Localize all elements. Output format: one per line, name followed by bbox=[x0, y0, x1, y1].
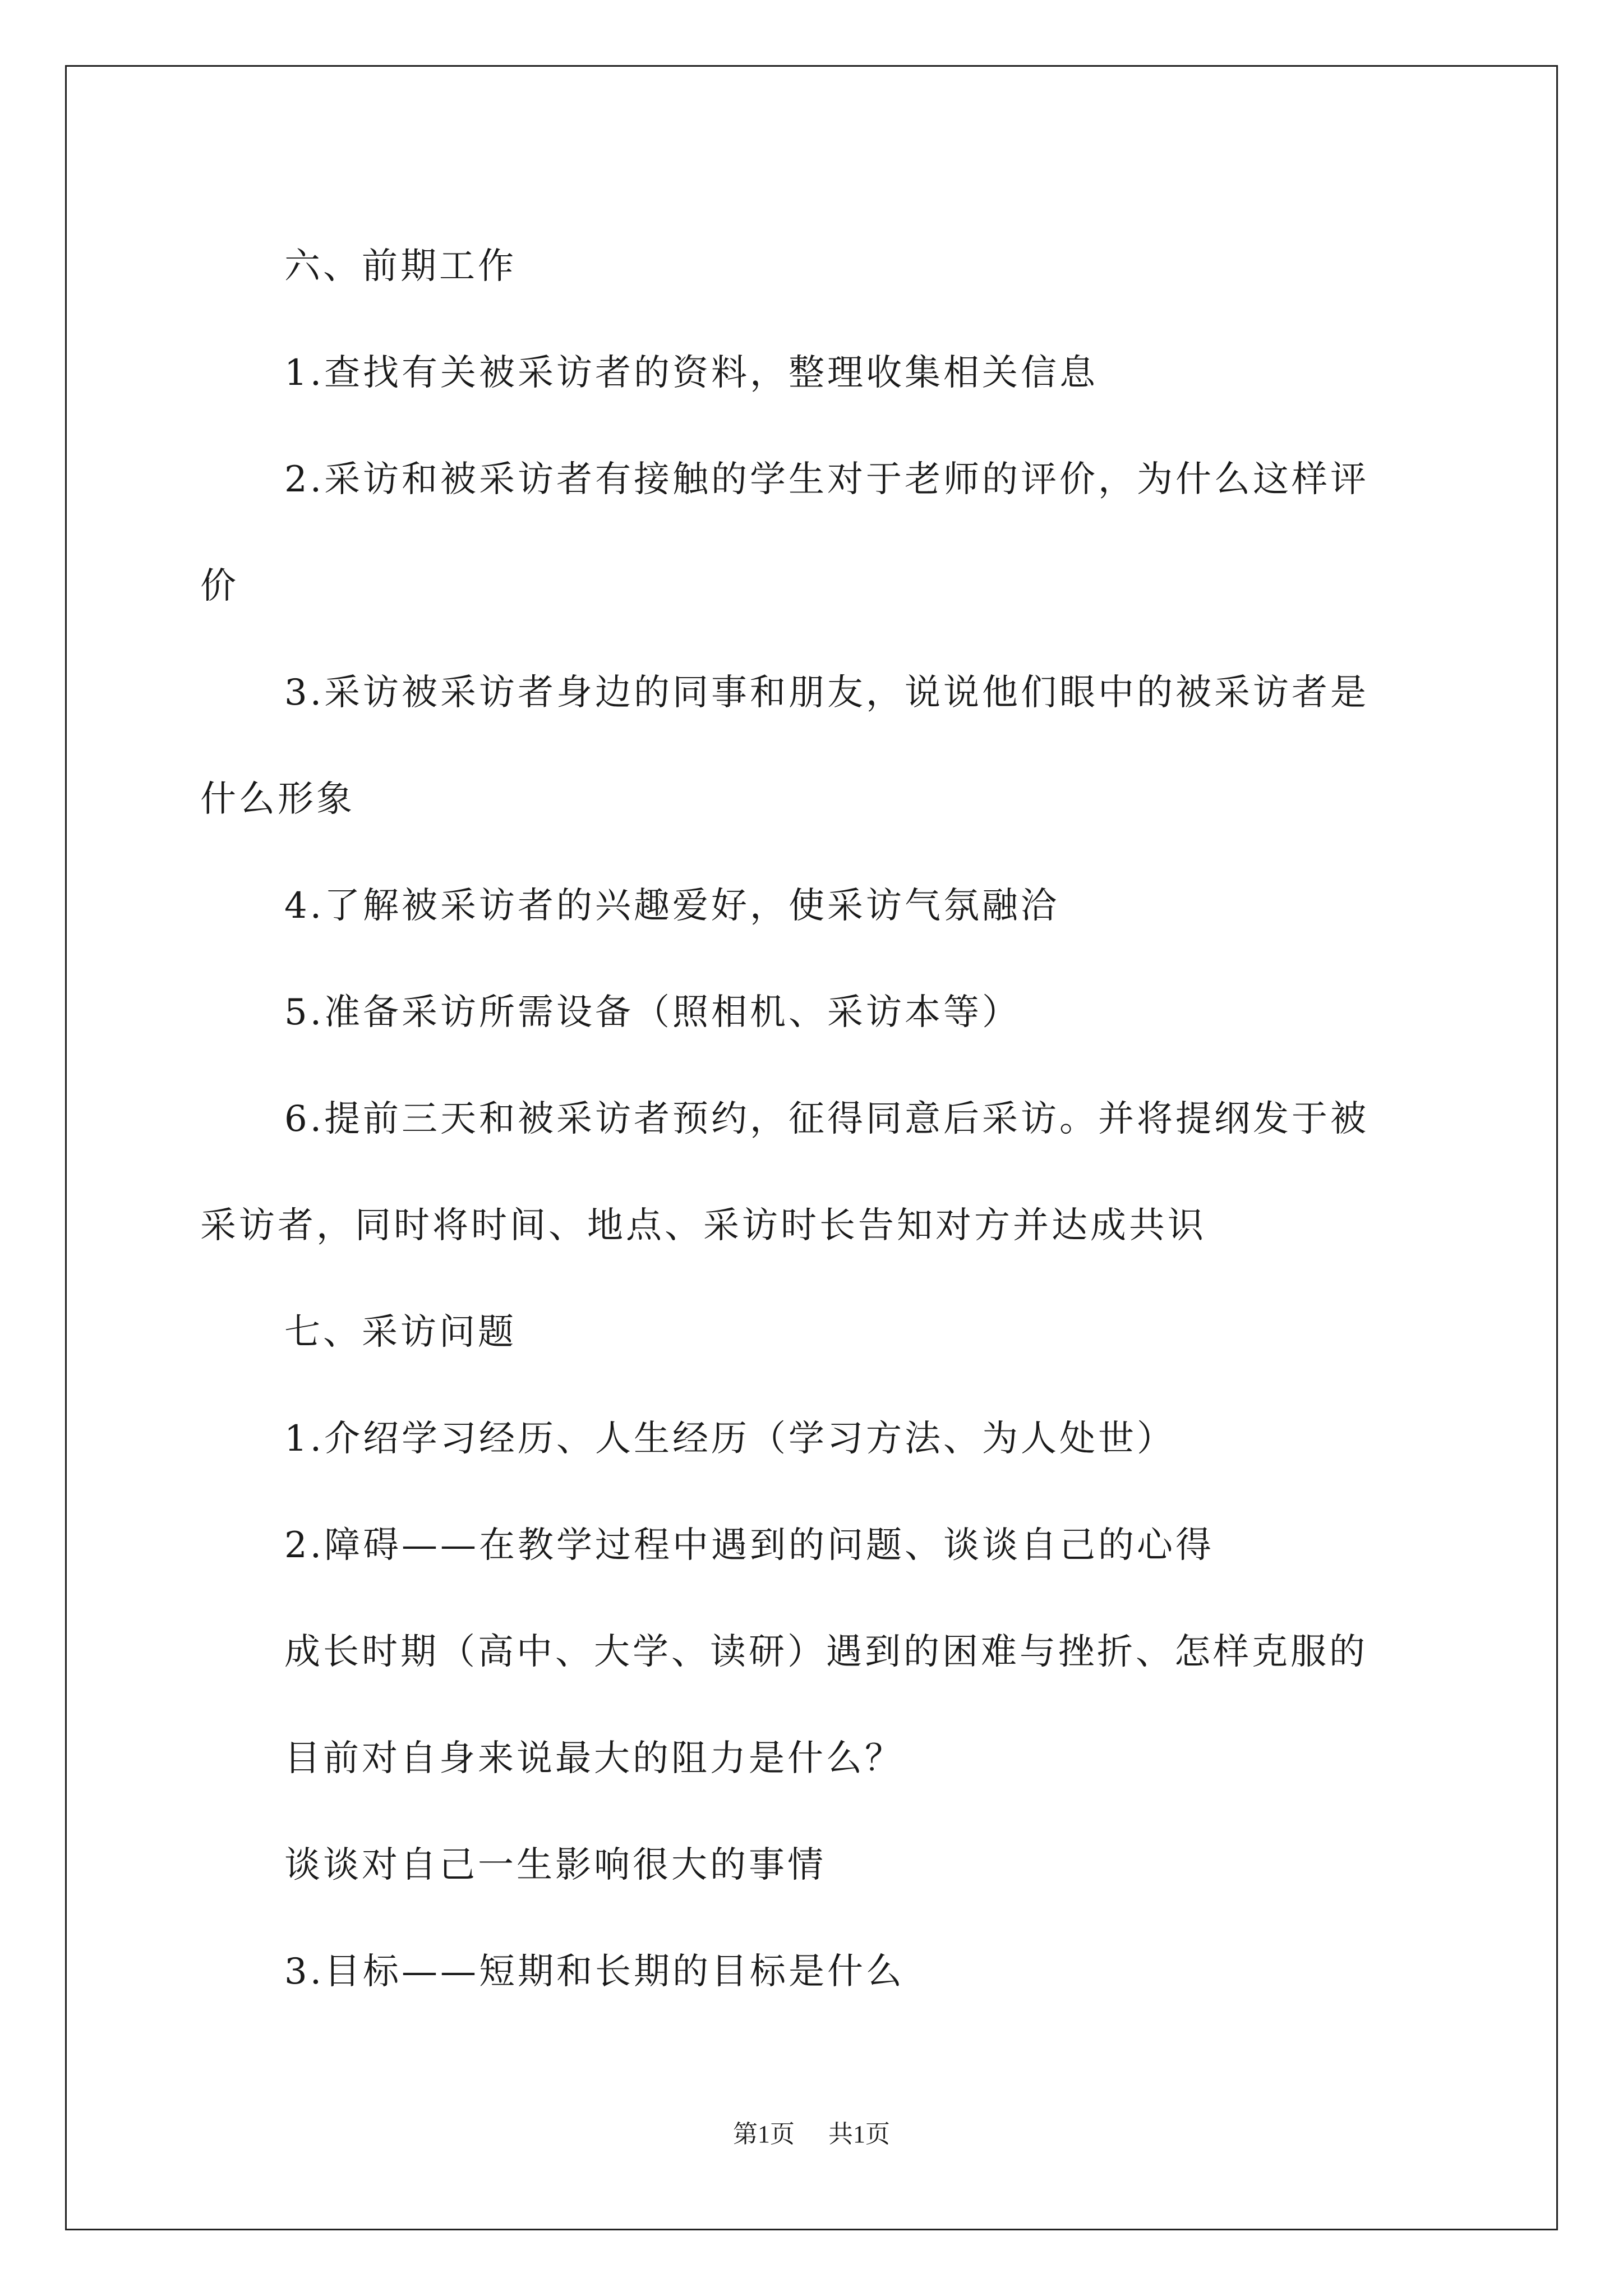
text-line: 3.采访被采访者身边的同事和朋友，说说他们眼中的被采访者是 bbox=[284, 672, 1370, 714]
text-line: 七、采访问题 bbox=[284, 1312, 517, 1353]
document-body bbox=[200, 213, 1434, 2025]
page-footer bbox=[0, 2118, 1623, 2151]
text-line: 4.了解被采访者的兴趣爱好，使采访气氛融洽 bbox=[284, 885, 1060, 927]
text-line: 成长时期（高中、大学、读研）遇到的困难与挫折、怎样克服的 bbox=[284, 1631, 1368, 1673]
text-line: 采访者，同时将时间、地点、采访时长告知对方并达成共识 bbox=[200, 1205, 1206, 1246]
text-line: 3.目标——短期和长期的目标是什么 bbox=[284, 1951, 905, 1993]
text-line: 2.采访和被采访者有接触的学生对于老师的评价，为什么这样评 bbox=[284, 459, 1370, 500]
text-line: 1.介绍学习经历、人生经历（学习方法、为人处世） bbox=[284, 1418, 1176, 1460]
page-number-current: 第1页 bbox=[733, 2120, 795, 2148]
text-line: 2.障碍——在教学过程中遇到的问题、谈谈自己的心得 bbox=[284, 1525, 1215, 1566]
text-line: 5.准备采访所需设备（照相机、采访本等） bbox=[284, 992, 1021, 1033]
text-line: 谈谈对自己一生影响很大的事情 bbox=[284, 1844, 826, 1886]
text-line: 六、前期工作 bbox=[284, 246, 517, 287]
text-line: 目前对自身来说最大的阻力是什么？ bbox=[284, 1738, 903, 1779]
page-number-total: 共1页 bbox=[828, 2120, 890, 2148]
text-line: 价 bbox=[200, 565, 239, 607]
text-line: 1.查找有关被采访者的资料，整理收集相关信息 bbox=[284, 352, 1099, 394]
text-line: 什么形象 bbox=[200, 779, 355, 820]
text-line: 6.提前三天和被采访者预约，征得同意后采访。并将提纲发于被 bbox=[284, 1098, 1370, 1140]
